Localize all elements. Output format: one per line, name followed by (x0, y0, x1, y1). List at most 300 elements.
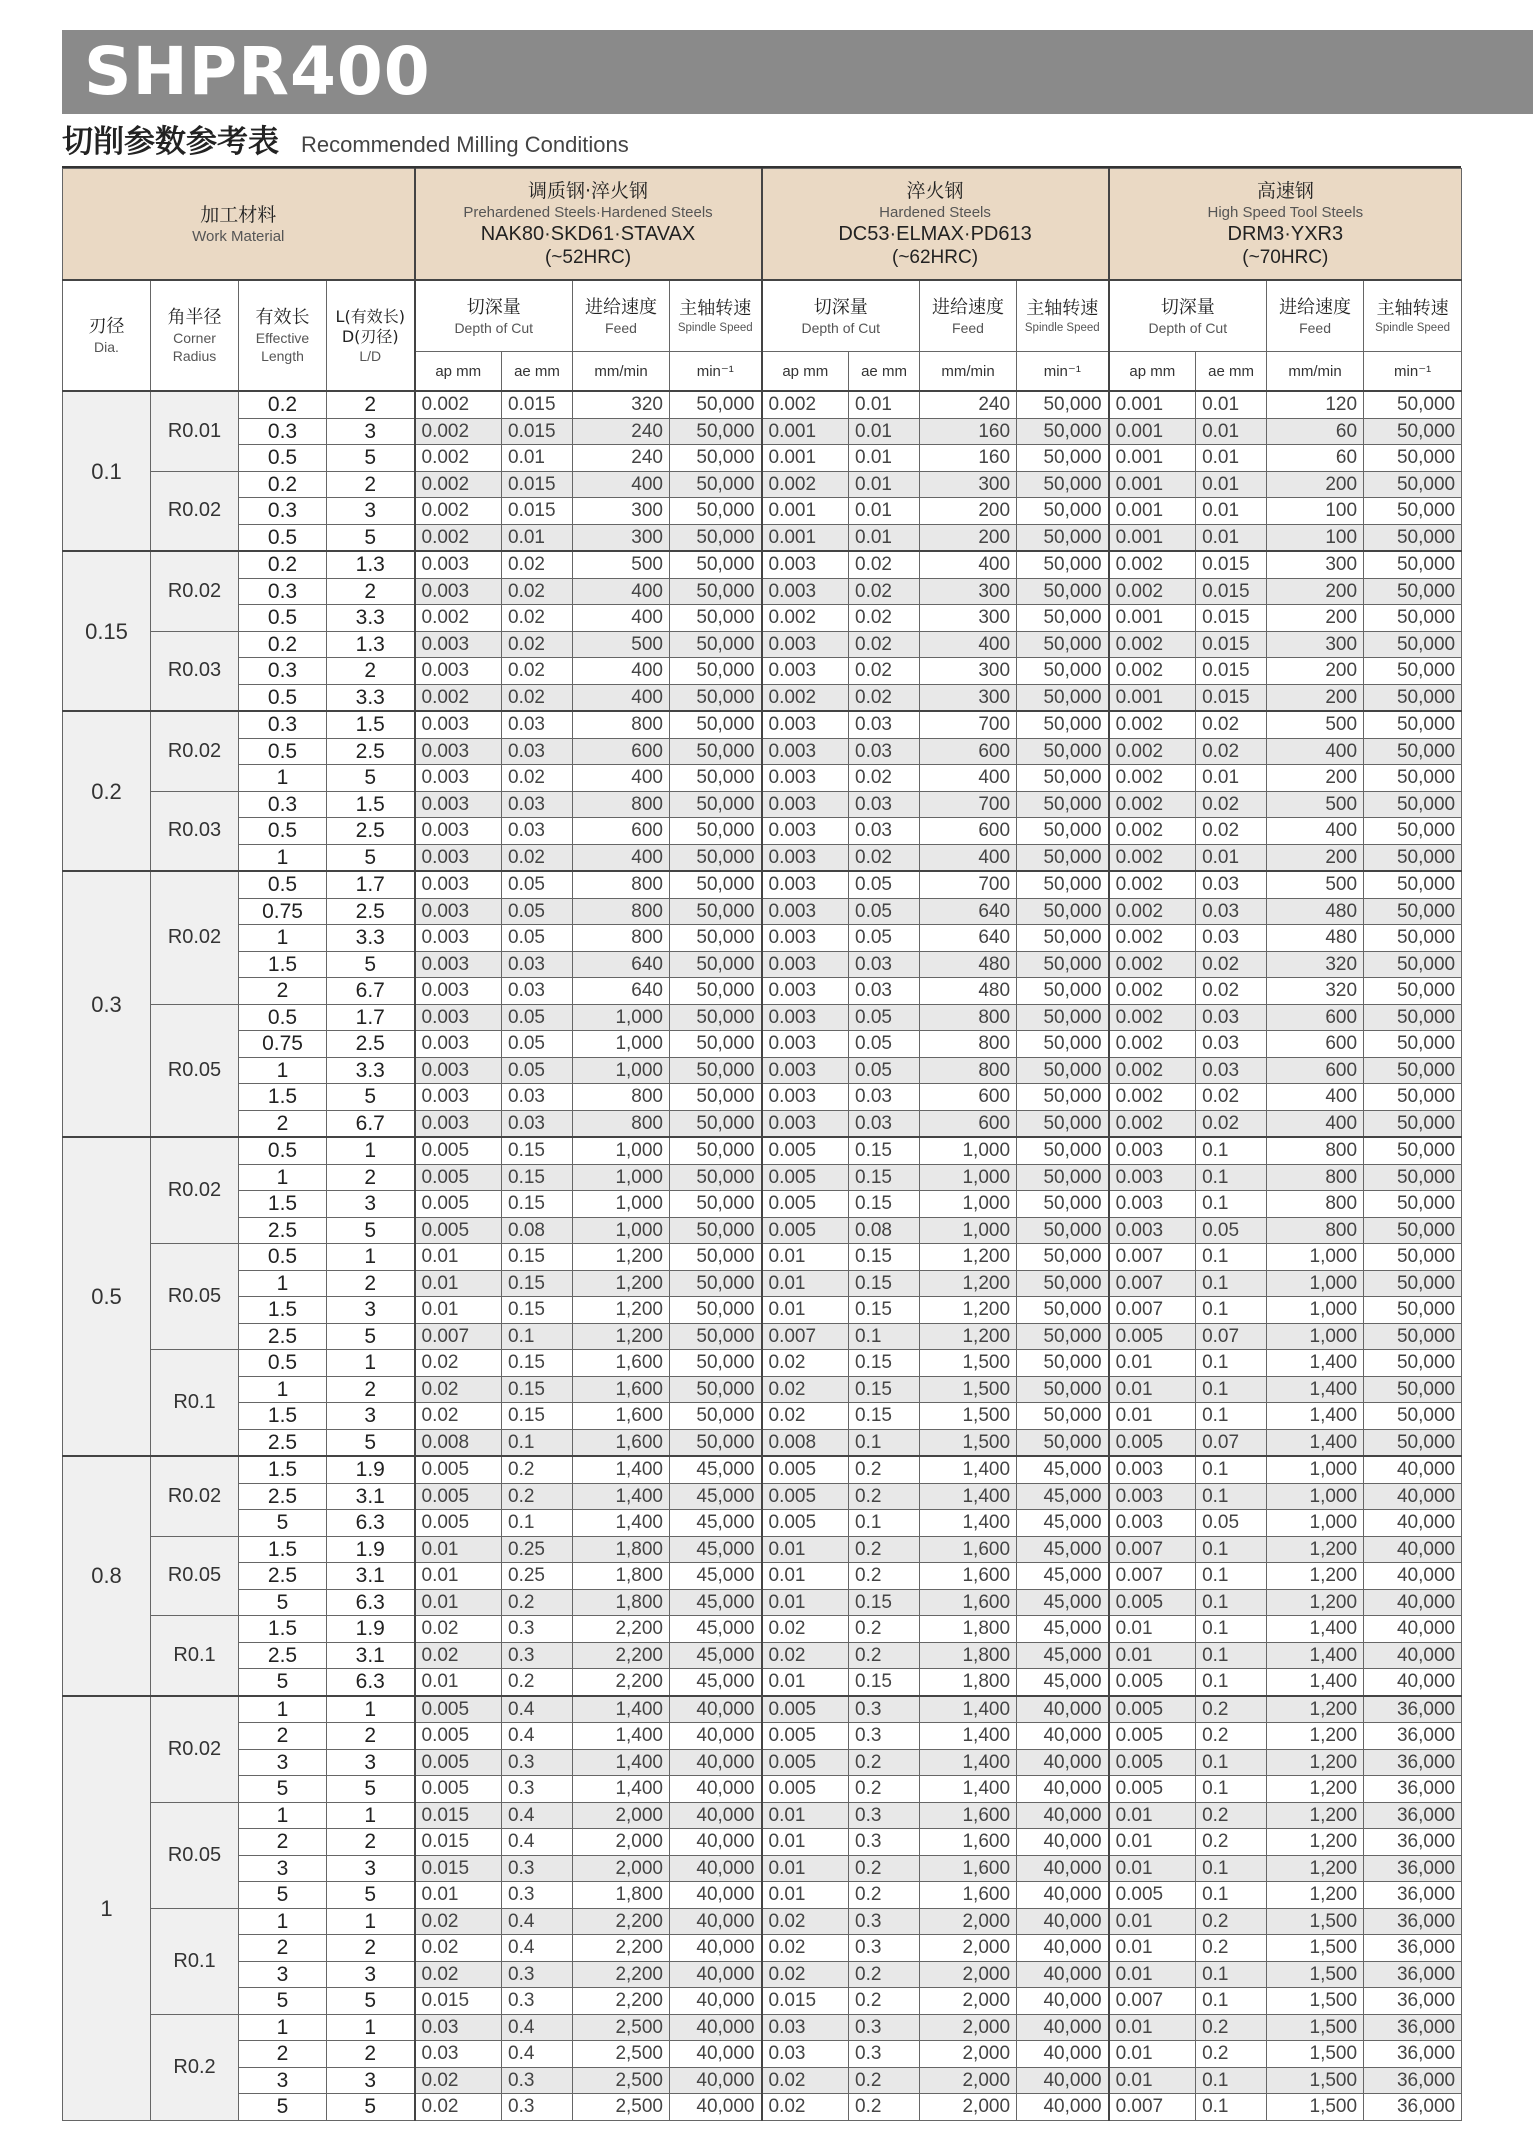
ae-value: 0.2 (849, 1642, 920, 1669)
ap-value: 0.01 (762, 1882, 849, 1909)
feed-value: 200 (1267, 684, 1364, 711)
ap-value: 0.003 (762, 791, 849, 818)
ae-value: 0.03 (1196, 898, 1267, 925)
ap-value: 0.002 (1109, 1057, 1196, 1084)
ap-value: 0.002 (415, 524, 502, 551)
ae-value: 0.3 (502, 1961, 573, 1988)
ae-value: 0.05 (502, 1057, 573, 1084)
spindle-value: 50,000 (1364, 605, 1462, 632)
feed-value: 1,600 (920, 1589, 1017, 1616)
feed-value: 240 (920, 391, 1017, 418)
feed-value: 400 (573, 844, 670, 871)
ap-value: 0.003 (415, 631, 502, 658)
ae-value: 0.1 (1196, 1456, 1267, 1483)
feed-value: 60 (1267, 418, 1364, 445)
ae-value: 0.02 (1196, 1110, 1267, 1137)
table-row (63, 1510, 1462, 1537)
spindle-value: 40,000 (670, 1988, 762, 2015)
feed-value: 600 (1267, 1057, 1364, 1084)
ae-value: 0.05 (502, 898, 573, 925)
ae-value: 0.1 (1196, 2067, 1267, 2094)
spindle-header-1: 主轴转速 Spindle Speed (670, 280, 762, 352)
spindle-value: 50,000 (1017, 418, 1109, 445)
effective-length-cell: 0.5 (239, 445, 327, 472)
feed-value: 2,500 (573, 2094, 670, 2121)
spindle-value: 50,000 (670, 1323, 762, 1350)
ld-cell: 3 (327, 418, 415, 445)
feed-value: 1,400 (1267, 1616, 1364, 1643)
feed-value: 400 (920, 551, 1017, 578)
feed-value: 100 (1267, 498, 1364, 525)
ae-value: 0.02 (849, 605, 920, 632)
ap-value: 0.01 (1109, 1403, 1196, 1430)
feed-value: 800 (573, 1110, 670, 1137)
table-row (63, 818, 1462, 845)
ap-value: 0.02 (762, 1961, 849, 1988)
ld-cell: 5 (327, 524, 415, 551)
ap-value: 0.002 (1109, 1031, 1196, 1058)
feed-value: 400 (573, 578, 670, 605)
ld-cell: 2 (327, 1164, 415, 1191)
corner-radius-cell: R0.2 (151, 2014, 239, 2120)
dia-cell: 0.5 (63, 1137, 151, 1456)
effective-length-cell: 2.5 (239, 1642, 327, 1669)
ap-value: 0.003 (415, 1057, 502, 1084)
spindle-value: 50,000 (1017, 1429, 1109, 1456)
spindle-value: 50,000 (670, 471, 762, 498)
ae-value: 0.1 (1196, 1882, 1267, 1909)
ap-value: 0.01 (762, 1829, 849, 1856)
spindle-value: 50,000 (1364, 1297, 1462, 1324)
table-row (63, 445, 1462, 472)
feed-value: 1,200 (573, 1323, 670, 1350)
ae-value: 0.02 (502, 631, 573, 658)
feed-value: 1,400 (573, 1483, 670, 1510)
ap-value: 0.002 (1109, 1004, 1196, 1031)
ap-value: 0.003 (1109, 1217, 1196, 1244)
ap-value: 0.01 (762, 1244, 849, 1271)
ae-value: 0.3 (849, 1802, 920, 1829)
spindle-value: 40,000 (1017, 1882, 1109, 1909)
table-row (63, 1855, 1462, 1882)
spindle-value: 45,000 (670, 1510, 762, 1537)
ap-value: 0.01 (415, 1882, 502, 1909)
ld-cell: 1.3 (327, 551, 415, 578)
ld-cell: 3.1 (327, 1642, 415, 1669)
ae-value: 0.3 (502, 1988, 573, 2015)
ae-value: 0.05 (1196, 1217, 1267, 1244)
ap-value: 0.007 (1109, 1297, 1196, 1324)
ae-value: 0.02 (849, 578, 920, 605)
spindle-value: 40,000 (1364, 1642, 1462, 1669)
spindle-value: 50,000 (670, 658, 762, 685)
feed-value: 400 (573, 605, 670, 632)
ld-cell: 3 (327, 1749, 415, 1776)
corner-radius-cell: R0.02 (151, 1137, 239, 1244)
table-row (63, 524, 1462, 551)
ae-value: 0.02 (1196, 738, 1267, 765)
feed-value: 1,600 (573, 1429, 670, 1456)
ae-value: 0.2 (502, 1589, 573, 1616)
ap-value: 0.002 (415, 471, 502, 498)
ae-value: 0.2 (849, 1483, 920, 1510)
feed-value: 2,200 (573, 1616, 670, 1643)
ae-value: 0.1 (1196, 1350, 1267, 1377)
ap-value: 0.003 (762, 1084, 849, 1111)
ap-value: 0.002 (415, 684, 502, 711)
ae-value: 0.2 (849, 2067, 920, 2094)
ap-unit: ap mm (415, 352, 502, 392)
ap-value: 0.003 (1109, 1483, 1196, 1510)
ae-value: 0.1 (1196, 1376, 1267, 1403)
table-row (63, 1403, 1462, 1430)
feed-value: 400 (573, 684, 670, 711)
feed-value: 160 (920, 445, 1017, 472)
feed-value: 1,000 (1267, 1456, 1364, 1483)
ae-value: 0.1 (1196, 1270, 1267, 1297)
effective-length-cell: 5 (239, 1669, 327, 1696)
effective-length-cell: 1 (239, 1376, 327, 1403)
table-row (63, 605, 1462, 632)
feed-value: 800 (573, 1084, 670, 1111)
feed-value: 1,000 (573, 1217, 670, 1244)
ap-value: 0.005 (415, 1137, 502, 1164)
ae-value: 0.01 (849, 524, 920, 551)
ae-value: 0.1 (1196, 2094, 1267, 2121)
ap-value: 0.003 (762, 844, 849, 871)
ap-value: 0.02 (415, 1616, 502, 1643)
table-row (63, 418, 1462, 445)
feed-value: 1,200 (1267, 1536, 1364, 1563)
feed-value: 300 (920, 658, 1017, 685)
ld-cell: 2 (327, 578, 415, 605)
ap-value: 0.01 (762, 1563, 849, 1590)
effective-length-cell: 3 (239, 2067, 327, 2094)
feed-value: 1,400 (920, 1696, 1017, 1723)
ae-value: 0.4 (502, 2041, 573, 2068)
ap-value: 0.02 (415, 2094, 502, 2121)
feed-value: 1,600 (920, 1829, 1017, 1856)
spindle-value: 50,000 (1364, 818, 1462, 845)
ae-value: 0.2 (849, 1961, 920, 1988)
feed-value: 200 (1267, 658, 1364, 685)
spindle-value: 36,000 (1364, 2067, 1462, 2094)
spindle-value: 36,000 (1364, 1749, 1462, 1776)
ae-value: 0.15 (502, 1270, 573, 1297)
feed-value: 400 (1267, 1110, 1364, 1137)
spindle-value: 36,000 (1364, 1723, 1462, 1750)
ap-value: 0.003 (415, 711, 502, 738)
spindle-value: 50,000 (670, 925, 762, 952)
spindle-value: 50,000 (670, 605, 762, 632)
ap-value: 0.01 (415, 1669, 502, 1696)
spindle-unit: min⁻¹ (1017, 352, 1109, 392)
feed-value: 600 (920, 738, 1017, 765)
feed-header-3: 进给速度 Feed (1267, 280, 1364, 352)
ap-value: 0.002 (1109, 658, 1196, 685)
spindle-value: 50,000 (1364, 1164, 1462, 1191)
ap-value: 0.01 (1109, 2067, 1196, 2094)
spindle-value: 40,000 (670, 1935, 762, 1962)
spindle-value: 50,000 (1017, 391, 1109, 418)
feed-value: 1,200 (1267, 1776, 1364, 1803)
ap-value: 0.02 (415, 2067, 502, 2094)
ld-cell: 2.5 (327, 898, 415, 925)
feed-value: 800 (920, 1057, 1017, 1084)
ap-value: 0.01 (762, 1589, 849, 1616)
feed-value: 1,500 (1267, 2041, 1364, 2068)
table-row (63, 1376, 1462, 1403)
ae-value: 0.15 (502, 1376, 573, 1403)
ap-value: 0.002 (415, 498, 502, 525)
ae-value: 0.01 (1196, 844, 1267, 871)
feed-value: 1,400 (1267, 1350, 1364, 1377)
ae-value: 0.15 (849, 1376, 920, 1403)
ap-value: 0.02 (762, 1935, 849, 1962)
ap-value: 0.01 (415, 1244, 502, 1271)
ap-value: 0.015 (415, 1855, 502, 1882)
spindle-value: 50,000 (670, 1244, 762, 1271)
ld-cell: 1 (327, 1908, 415, 1935)
feed-value: 800 (573, 871, 670, 898)
effective-length-cell: 0.5 (239, 1350, 327, 1377)
effective-length-cell: 1 (239, 1057, 327, 1084)
spindle-value: 40,000 (1017, 2014, 1109, 2041)
ae-value: 0.05 (849, 1057, 920, 1084)
dia-cell: 0.2 (63, 711, 151, 871)
spindle-value: 50,000 (670, 791, 762, 818)
spindle-value: 50,000 (670, 765, 762, 792)
ap-value: 0.003 (1109, 1510, 1196, 1537)
corner-radius-cell: R0.03 (151, 791, 239, 871)
spindle-value: 36,000 (1364, 1988, 1462, 2015)
corner-radius-cell: R0.1 (151, 1908, 239, 2014)
feed-value: 1,400 (920, 1456, 1017, 1483)
spindle-value: 50,000 (1364, 658, 1462, 685)
effective-length-cell: 1.5 (239, 951, 327, 978)
effective-length-cell: 5 (239, 1882, 327, 1909)
feed-value: 1,800 (573, 1536, 670, 1563)
table-row (63, 1057, 1462, 1084)
feed-value: 1,800 (573, 1589, 670, 1616)
spindle-value: 50,000 (670, 524, 762, 551)
spindle-value: 50,000 (670, 1297, 762, 1324)
spindle-value: 50,000 (1364, 551, 1462, 578)
effective-length-cell: 1 (239, 1908, 327, 1935)
feed-value: 800 (573, 925, 670, 952)
feed-value: 1,000 (920, 1191, 1017, 1218)
ae-value: 0.2 (849, 1536, 920, 1563)
feed-value: 60 (1267, 445, 1364, 472)
ae-value: 0.01 (1196, 524, 1267, 551)
ae-value: 0.01 (849, 391, 920, 418)
ap-value: 0.02 (762, 1376, 849, 1403)
ap-value: 0.01 (762, 1669, 849, 1696)
table-row (63, 1935, 1462, 1962)
ld-cell: 6.7 (327, 978, 415, 1005)
feed-value: 500 (573, 631, 670, 658)
feed-value: 1,500 (1267, 2094, 1364, 2121)
ap-value: 0.002 (762, 471, 849, 498)
feed-value: 2,000 (920, 1908, 1017, 1935)
ae-value: 0.02 (849, 631, 920, 658)
ap-value: 0.005 (762, 1483, 849, 1510)
spindle-value: 50,000 (1364, 1191, 1462, 1218)
feed-value: 1,800 (573, 1882, 670, 1909)
ae-value: 0.15 (849, 1669, 920, 1696)
ld-cell: 2 (327, 1829, 415, 1856)
ld-cell: 3 (327, 1961, 415, 1988)
corner-radius-cell: R0.05 (151, 1802, 239, 1908)
feed-value: 700 (920, 791, 1017, 818)
ae-value: 0.1 (1196, 1642, 1267, 1669)
spindle-value: 50,000 (1364, 925, 1462, 952)
feed-value: 1,400 (573, 1696, 670, 1723)
feed-value: 2,000 (920, 1961, 1017, 1988)
ap-value: 0.003 (415, 658, 502, 685)
feed-value: 300 (573, 524, 670, 551)
table-row (63, 631, 1462, 658)
spindle-value: 40,000 (670, 2014, 762, 2041)
feed-value: 1,000 (1267, 1244, 1364, 1271)
ap-value: 0.002 (1109, 871, 1196, 898)
effective-length-cell: 5 (239, 2094, 327, 2121)
ae-value: 0.15 (849, 1270, 920, 1297)
effective-length-cell: 1 (239, 1802, 327, 1829)
feed-value: 200 (920, 498, 1017, 525)
ap-value: 0.003 (762, 578, 849, 605)
spindle-value: 50,000 (670, 1270, 762, 1297)
ap-value: 0.001 (1109, 605, 1196, 632)
table-row (63, 791, 1462, 818)
spindle-value: 50,000 (670, 391, 762, 418)
feed-value: 1,400 (1267, 1642, 1364, 1669)
ld-cell: 5 (327, 1882, 415, 1909)
ae-value: 0.3 (849, 1935, 920, 1962)
ap-value: 0.003 (415, 818, 502, 845)
feed-value: 1,400 (1267, 1403, 1364, 1430)
feed-value: 1,200 (573, 1297, 670, 1324)
ld-cell: 5 (327, 445, 415, 472)
ae-value: 0.2 (1196, 1802, 1267, 1829)
feed-value: 400 (920, 765, 1017, 792)
ae-value: 0.015 (1196, 631, 1267, 658)
feed-value: 600 (1267, 1031, 1364, 1058)
spindle-value: 50,000 (1017, 791, 1109, 818)
ld-cell: 2.5 (327, 1031, 415, 1058)
ld-cell: 3.3 (327, 605, 415, 632)
ap-value: 0.003 (1109, 1191, 1196, 1218)
ae-value: 0.07 (1196, 1323, 1267, 1350)
feed-value: 640 (573, 951, 670, 978)
ap-value: 0.003 (1109, 1137, 1196, 1164)
table-row (63, 1164, 1462, 1191)
spindle-value: 50,000 (1364, 631, 1462, 658)
ap-value: 0.005 (762, 1510, 849, 1537)
ap-value: 0.003 (415, 765, 502, 792)
ae-value: 0.15 (849, 1137, 920, 1164)
spindle-value: 45,000 (1017, 1510, 1109, 1537)
feed-value: 1,200 (920, 1244, 1017, 1271)
ae-value: 0.15 (849, 1403, 920, 1430)
spindle-value: 50,000 (1364, 844, 1462, 871)
ap-value: 0.02 (415, 1935, 502, 1962)
ae-value: 0.15 (502, 1191, 573, 1218)
feed-value: 1,400 (920, 1776, 1017, 1803)
ap-value: 0.005 (1109, 1749, 1196, 1776)
ap-value: 0.01 (1109, 1961, 1196, 1988)
ae-value: 0.1 (1196, 1483, 1267, 1510)
spindle-value: 40,000 (1364, 1536, 1462, 1563)
effective-length-cell: 1 (239, 1270, 327, 1297)
spindle-value: 50,000 (1364, 1323, 1462, 1350)
spindle-value: 50,000 (1364, 898, 1462, 925)
corner-radius-cell: R0.02 (151, 711, 239, 791)
ae-value: 0.15 (849, 1350, 920, 1377)
ld-cell: 1 (327, 1244, 415, 1271)
spindle-value: 50,000 (1017, 1110, 1109, 1137)
spindle-value: 50,000 (1017, 605, 1109, 632)
feed-value: 300 (920, 578, 1017, 605)
ld-cell: 3 (327, 1297, 415, 1324)
ae-value: 0.1 (1196, 1563, 1267, 1590)
effective-length-cell: 2.5 (239, 1217, 327, 1244)
feed-value: 2,500 (573, 2014, 670, 2041)
spindle-value: 36,000 (1364, 2014, 1462, 2041)
ae-value: 0.02 (502, 844, 573, 871)
spindle-value: 50,000 (1364, 578, 1462, 605)
feed-value: 600 (920, 1084, 1017, 1111)
ap-value: 0.003 (762, 978, 849, 1005)
feed-value: 1,000 (573, 1164, 670, 1191)
spindle-value: 50,000 (1364, 1057, 1462, 1084)
ae-value: 0.3 (502, 2067, 573, 2094)
ap-value: 0.007 (1109, 1536, 1196, 1563)
spindle-value: 50,000 (1364, 1031, 1462, 1058)
ap-value: 0.03 (762, 2041, 849, 2068)
ae-value: 0.08 (849, 1217, 920, 1244)
ld-cell: 3 (327, 1403, 415, 1430)
ap-value: 0.015 (415, 1802, 502, 1829)
feed-value: 1,400 (1267, 1376, 1364, 1403)
ld-cell: 3 (327, 1191, 415, 1218)
spindle-value: 45,000 (1017, 1616, 1109, 1643)
spindle-value: 36,000 (1364, 2094, 1462, 2121)
feed-value: 600 (573, 818, 670, 845)
effective-length-cell: 2.5 (239, 1429, 327, 1456)
spindle-value: 45,000 (670, 1589, 762, 1616)
feed-value: 1,400 (1267, 1669, 1364, 1696)
feed-value: 1,200 (1267, 1882, 1364, 1909)
ap-value: 0.015 (762, 1988, 849, 2015)
ap-value: 0.005 (415, 1191, 502, 1218)
spindle-value: 45,000 (670, 1669, 762, 1696)
ld-cell: 3 (327, 2067, 415, 2094)
ae-value: 0.02 (502, 658, 573, 685)
feed-value: 480 (920, 978, 1017, 1005)
spindle-value: 45,000 (670, 1642, 762, 1669)
effective-length-cell: 2.5 (239, 1483, 327, 1510)
feed-value: 1,000 (573, 1057, 670, 1084)
ap-value: 0.001 (1109, 684, 1196, 711)
spindle-value: 50,000 (1017, 951, 1109, 978)
spindle-value: 50,000 (1017, 1297, 1109, 1324)
table-row (63, 1723, 1462, 1750)
spindle-value: 45,000 (670, 1563, 762, 1590)
ae-value: 0.4 (502, 1802, 573, 1829)
ae-value: 0.05 (849, 898, 920, 925)
effective-length-cell: 0.2 (239, 391, 327, 418)
